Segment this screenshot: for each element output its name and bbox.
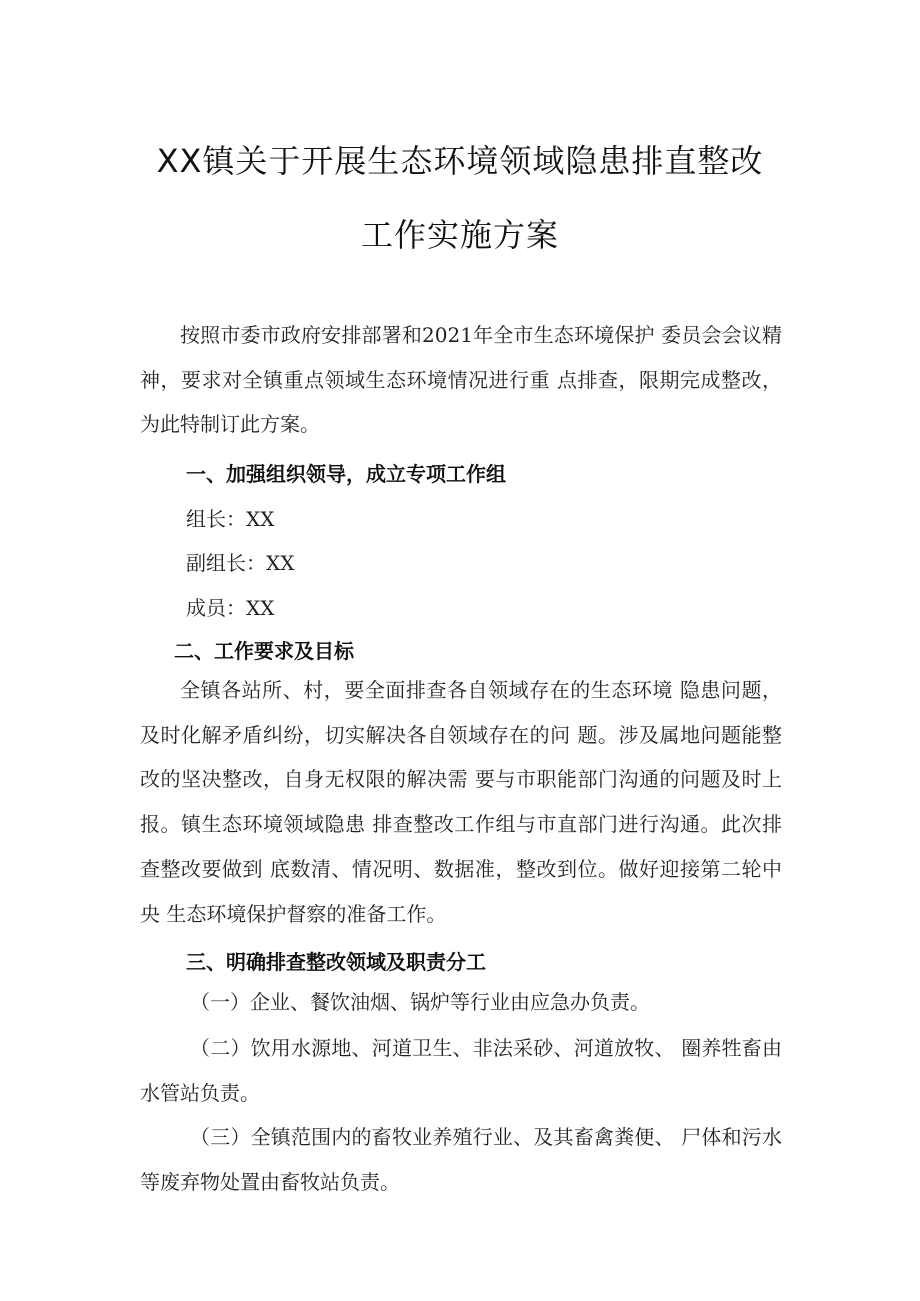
intro-paragraph: 按照市委市政府安排部署和2021年全市生态环境保护 委员会会议精神，要求对全镇重点领域生态环境情况进行重 点排查，限期完成整改，为此特制订此方案。 <box>140 323 782 437</box>
section-3-item-2: （二）饮用水源地、河道卫生、非法采砂、河道放牧、 圈养牲畜由水管站负责。 <box>140 1036 782 1105</box>
group-leader-line: 组长：XX <box>186 507 275 531</box>
document-title-line-1: XX镇关于开展生态环境领域隐患排直整改 <box>156 142 764 180</box>
members-line: 成员：XX <box>186 596 275 620</box>
section-2-body: 全镇各站所、村，要全面排查各自领域存在的生态环境 隐患问题，及时化解矛盾纠纷，切实解决各自领域存在的问 题。涉及属地问题能整改的坚决整改，自身无权限的解决需 要与市职能部门沟通的问题及时上报。镇生态环境领域隐患 排查整改工作组与市直部门进行沟通。此次排查整改要做到 底数清、情况明、数据准，整改到位。做好迎接第二轮中央 生态环境保护督察的准备工作。 <box>140 678 782 926</box>
section-2-heading: 二、工作要求及目标 <box>174 639 354 663</box>
section-3-heading: 三、明确排查整改领域及职责分工 <box>186 950 486 974</box>
section-3-item-3: （三）全镇范围内的畜牧业养殖行业、及其畜禽粪便、 尸体和污水等废弃物处置由畜牧站负责。 <box>140 1125 782 1194</box>
section-3-item-1: （一）企业、餐饮油烟、锅炉等行业由应急办负责。 <box>190 990 650 1014</box>
section-1-heading: 一、加强组织领导，成立专项工作组 <box>186 462 506 486</box>
deputy-leader-line: 副组长：XX <box>186 551 295 575</box>
document-title-line-2: 工作实施方案 <box>360 216 559 254</box>
